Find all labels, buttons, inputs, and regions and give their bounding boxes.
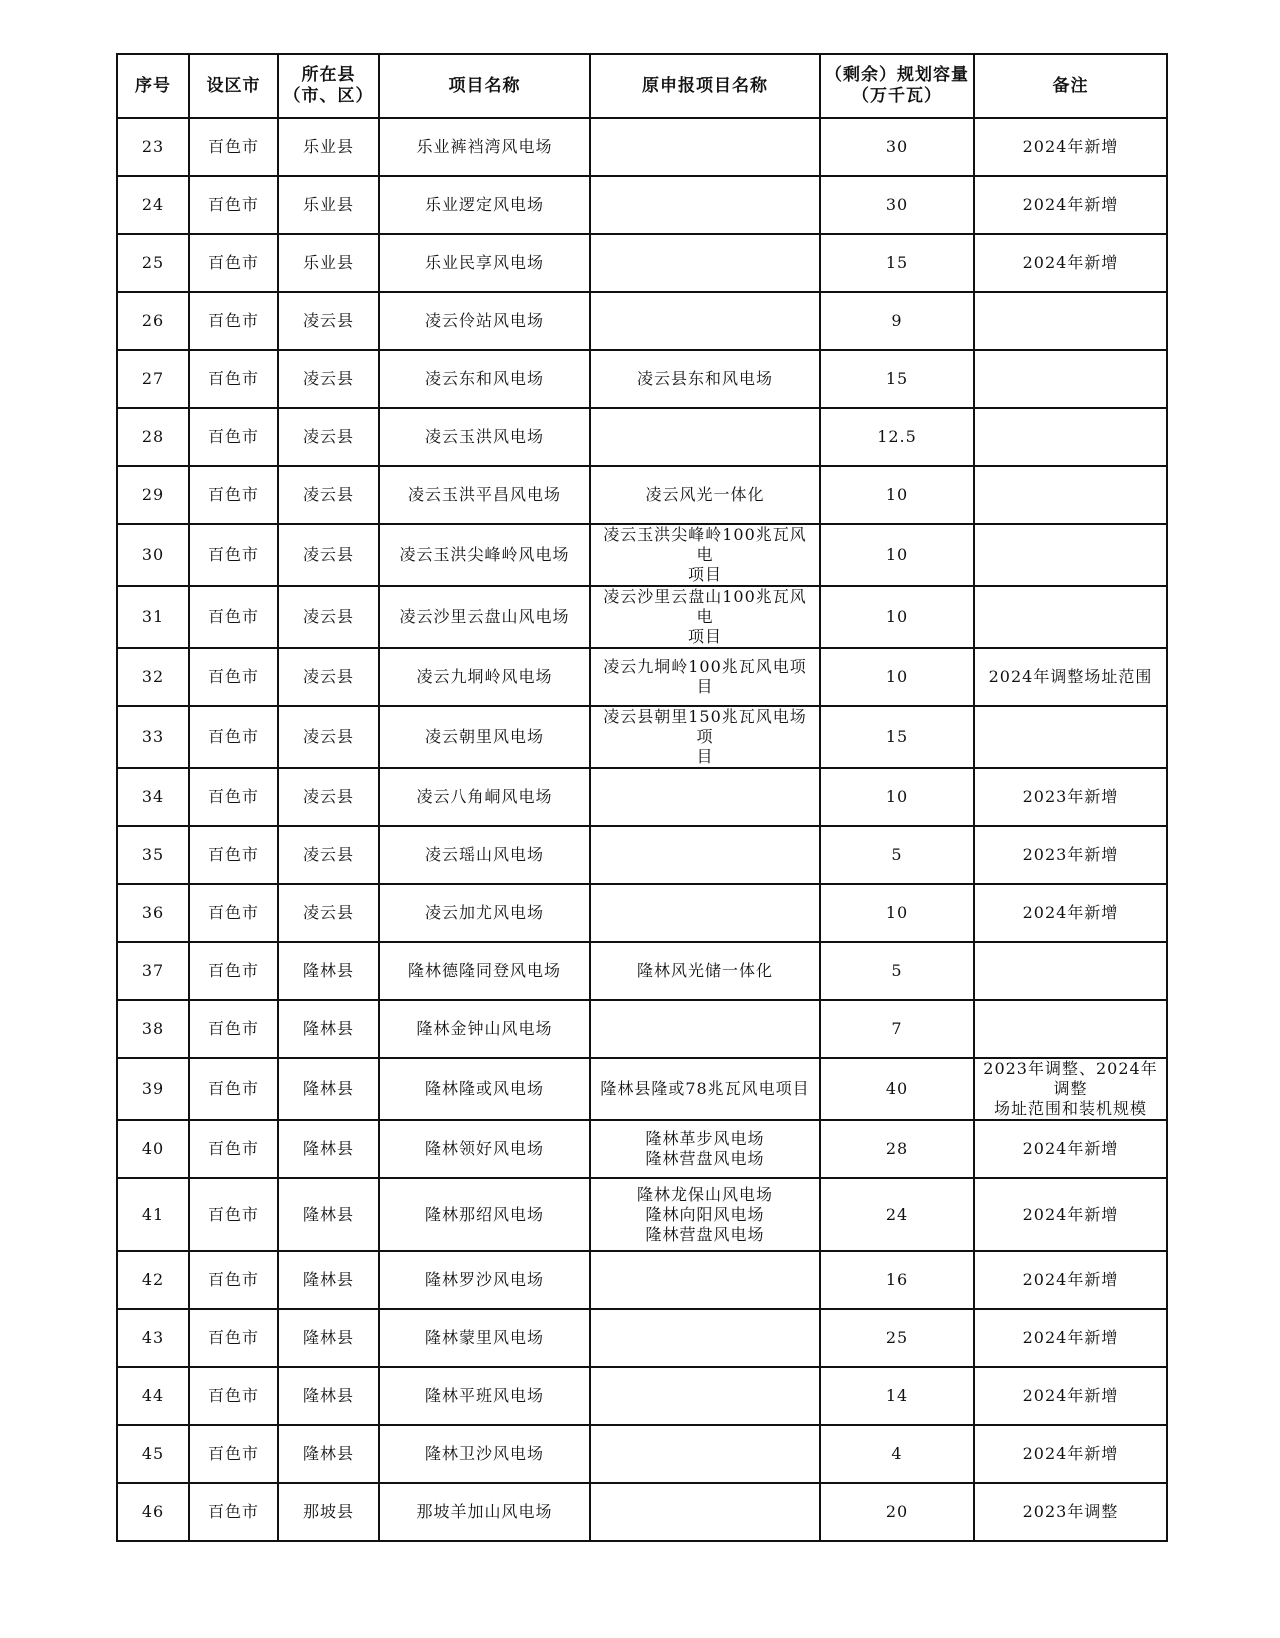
cell-county: 凌云县: [278, 524, 379, 586]
cell-county: 隆林县: [278, 1367, 379, 1425]
project-table-container: [116, 53, 1166, 1542]
cell-project-name: 凌云伶站风电场: [379, 292, 590, 350]
table-row: [117, 1120, 1167, 1178]
cell-city: 百色市: [189, 292, 278, 350]
cell-city: 百色市: [189, 350, 278, 408]
cell-project-name: 隆林罗沙风电场: [379, 1251, 590, 1309]
header-city: 设区市: [189, 54, 278, 118]
cell-note: [974, 292, 1167, 350]
cell-serial-no: 25: [117, 234, 189, 292]
cell-project-name: 隆林德隆同登风电场: [379, 942, 590, 1000]
cell-original-name: [590, 1483, 820, 1541]
cell-note: 2024年新增: [974, 1367, 1167, 1425]
cell-original-name: 凌云县朝里150兆瓦风电场项 目: [590, 706, 820, 768]
cell-serial-no: 36: [117, 884, 189, 942]
cell-note: 2024年新增: [974, 1251, 1167, 1309]
cell-serial-no: 24: [117, 176, 189, 234]
cell-capacity: 30: [820, 118, 974, 176]
cell-original-name: 隆林革步风电场 隆林营盘风电场: [590, 1120, 820, 1178]
cell-city: 百色市: [189, 466, 278, 524]
cell-capacity: 30: [820, 176, 974, 234]
cell-note: [974, 408, 1167, 466]
cell-project-name: 隆林蒙里风电场: [379, 1309, 590, 1367]
table-row: [117, 1425, 1167, 1483]
cell-serial-no: 34: [117, 768, 189, 826]
cell-original-name: 凌云九垌岭100兆瓦风电项目: [590, 648, 820, 706]
table-row: [117, 826, 1167, 884]
cell-project-name: 乐业裤裆湾风电场: [379, 118, 590, 176]
cell-county: 凌云县: [278, 586, 379, 648]
cell-original-name: [590, 826, 820, 884]
table-row: [117, 942, 1167, 1000]
table-row: [117, 118, 1167, 176]
cell-county: 凌云县: [278, 884, 379, 942]
cell-city: 百色市: [189, 648, 278, 706]
cell-capacity: 10: [820, 586, 974, 648]
cell-original-name: 隆林县隆或78兆瓦风电项目: [590, 1058, 820, 1120]
cell-project-name: 隆林那绍风电场: [379, 1178, 590, 1251]
cell-project-name: 乐业逻定风电场: [379, 176, 590, 234]
table-row: [117, 524, 1167, 586]
cell-serial-no: 26: [117, 292, 189, 350]
cell-county: 凌云县: [278, 292, 379, 350]
table-row: [117, 1309, 1167, 1367]
cell-capacity: 4: [820, 1425, 974, 1483]
cell-note: [974, 706, 1167, 768]
header-original-name: 原申报项目名称: [590, 54, 820, 118]
cell-serial-no: 27: [117, 350, 189, 408]
cell-city: 百色市: [189, 524, 278, 586]
cell-county: 乐业县: [278, 176, 379, 234]
cell-note: 2024年新增: [974, 234, 1167, 292]
cell-serial-no: 32: [117, 648, 189, 706]
cell-capacity: 10: [820, 884, 974, 942]
cell-city: 百色市: [189, 176, 278, 234]
cell-county: 乐业县: [278, 234, 379, 292]
cell-city: 百色市: [189, 1425, 278, 1483]
cell-note: 2024年新增: [974, 1309, 1167, 1367]
header-note: 备注: [974, 54, 1167, 118]
cell-original-name: [590, 768, 820, 826]
cell-note: [974, 524, 1167, 586]
table-row: [117, 1483, 1167, 1541]
cell-project-name: 隆林金钟山风电场: [379, 1000, 590, 1058]
cell-serial-no: 38: [117, 1000, 189, 1058]
cell-project-name: 凌云瑶山风电场: [379, 826, 590, 884]
cell-project-name: 那坡羊加山风电场: [379, 1483, 590, 1541]
cell-city: 百色市: [189, 234, 278, 292]
table-header-row: [117, 54, 1167, 118]
cell-serial-no: 37: [117, 942, 189, 1000]
cell-county: 隆林县: [278, 1251, 379, 1309]
cell-city: 百色市: [189, 1251, 278, 1309]
cell-county: 隆林县: [278, 1425, 379, 1483]
cell-original-name: [590, 408, 820, 466]
table-row: [117, 1367, 1167, 1425]
cell-county: 那坡县: [278, 1483, 379, 1541]
cell-city: 百色市: [189, 408, 278, 466]
table-row: [117, 176, 1167, 234]
cell-note: [974, 466, 1167, 524]
table-row: [117, 768, 1167, 826]
cell-capacity: 12.5: [820, 408, 974, 466]
cell-original-name: [590, 884, 820, 942]
cell-serial-no: 45: [117, 1425, 189, 1483]
cell-note: 2024年新增: [974, 118, 1167, 176]
cell-project-name: 凌云加尤风电场: [379, 884, 590, 942]
cell-original-name: [590, 118, 820, 176]
cell-serial-no: 39: [117, 1058, 189, 1120]
header-project-name: 项目名称: [379, 54, 590, 118]
cell-note: 2024年新增: [974, 1178, 1167, 1251]
table-row: [117, 884, 1167, 942]
cell-capacity: 5: [820, 942, 974, 1000]
cell-project-name: 凌云八角峒风电场: [379, 768, 590, 826]
cell-capacity: 10: [820, 524, 974, 586]
cell-project-name: 凌云九垌岭风电场: [379, 648, 590, 706]
cell-note: 2024年调整场址范围: [974, 648, 1167, 706]
cell-serial-no: 41: [117, 1178, 189, 1251]
cell-serial-no: 33: [117, 706, 189, 768]
cell-capacity: 10: [820, 466, 974, 524]
cell-serial-no: 29: [117, 466, 189, 524]
cell-note: 2023年新增: [974, 768, 1167, 826]
cell-serial-no: 31: [117, 586, 189, 648]
cell-capacity: 15: [820, 706, 974, 768]
cell-county: 凌云县: [278, 648, 379, 706]
cell-note: 2023年调整、2024年调整 场址范围和装机规模: [974, 1058, 1167, 1120]
cell-project-name: 隆林领好风电场: [379, 1120, 590, 1178]
cell-note: 2024年新增: [974, 1425, 1167, 1483]
cell-city: 百色市: [189, 826, 278, 884]
cell-city: 百色市: [189, 1367, 278, 1425]
cell-capacity: 20: [820, 1483, 974, 1541]
table-row: [117, 350, 1167, 408]
cell-original-name: 凌云玉洪尖峰岭100兆瓦风电 项目: [590, 524, 820, 586]
cell-capacity: 10: [820, 648, 974, 706]
table-row: [117, 1178, 1167, 1251]
table-row: [117, 292, 1167, 350]
cell-serial-no: 30: [117, 524, 189, 586]
cell-original-name: [590, 1309, 820, 1367]
cell-note: 2023年新增: [974, 826, 1167, 884]
cell-county: 凌云县: [278, 826, 379, 884]
cell-city: 百色市: [189, 586, 278, 648]
cell-note: 2024年新增: [974, 176, 1167, 234]
cell-project-name: 乐业民享风电场: [379, 234, 590, 292]
cell-capacity: 16: [820, 1251, 974, 1309]
cell-serial-no: 43: [117, 1309, 189, 1367]
cell-city: 百色市: [189, 1058, 278, 1120]
cell-original-name: 隆林龙保山风电场 隆林向阳风电场 隆林营盘风电场: [590, 1178, 820, 1251]
cell-county: 凌云县: [278, 768, 379, 826]
table-row: [117, 706, 1167, 768]
cell-county: 凌云县: [278, 706, 379, 768]
cell-project-name: 凌云东和风电场: [379, 350, 590, 408]
cell-serial-no: 46: [117, 1483, 189, 1541]
cell-capacity: 25: [820, 1309, 974, 1367]
table-row: [117, 648, 1167, 706]
cell-county: 隆林县: [278, 1120, 379, 1178]
table-body: [117, 118, 1167, 1541]
cell-project-name: 凌云沙里云盘山风电场: [379, 586, 590, 648]
cell-project-name: 凌云玉洪风电场: [379, 408, 590, 466]
table-row: [117, 1000, 1167, 1058]
cell-capacity: 7: [820, 1000, 974, 1058]
cell-capacity: 28: [820, 1120, 974, 1178]
header-serial-no: 序号: [117, 54, 189, 118]
cell-capacity: 24: [820, 1178, 974, 1251]
cell-city: 百色市: [189, 768, 278, 826]
cell-county: 凌云县: [278, 466, 379, 524]
cell-city: 百色市: [189, 1000, 278, 1058]
cell-note: 2024年新增: [974, 1120, 1167, 1178]
cell-note: [974, 942, 1167, 1000]
cell-county: 凌云县: [278, 350, 379, 408]
cell-original-name: [590, 176, 820, 234]
table-row: [117, 1251, 1167, 1309]
cell-city: 百色市: [189, 942, 278, 1000]
cell-county: 隆林县: [278, 1309, 379, 1367]
cell-serial-no: 40: [117, 1120, 189, 1178]
cell-capacity: 15: [820, 234, 974, 292]
cell-original-name: [590, 234, 820, 292]
cell-serial-no: 28: [117, 408, 189, 466]
cell-original-name: [590, 1425, 820, 1483]
cell-original-name: [590, 1000, 820, 1058]
cell-capacity: 15: [820, 350, 974, 408]
cell-county: 乐业县: [278, 118, 379, 176]
cell-city: 百色市: [189, 1178, 278, 1251]
header-county: 所在县 （市、区）: [278, 54, 379, 118]
cell-project-name: 隆林平班风电场: [379, 1367, 590, 1425]
cell-city: 百色市: [189, 1309, 278, 1367]
cell-original-name: [590, 1251, 820, 1309]
cell-note: 2024年新增: [974, 884, 1167, 942]
cell-city: 百色市: [189, 118, 278, 176]
cell-city: 百色市: [189, 706, 278, 768]
cell-county: 凌云县: [278, 408, 379, 466]
wind-project-table: [116, 53, 1168, 1542]
cell-original-name: 凌云县东和风电场: [590, 350, 820, 408]
table-row: [117, 1058, 1167, 1120]
cell-original-name: [590, 292, 820, 350]
cell-project-name: 隆林卫沙风电场: [379, 1425, 590, 1483]
cell-capacity: 5: [820, 826, 974, 884]
cell-capacity: 40: [820, 1058, 974, 1120]
cell-note: [974, 586, 1167, 648]
cell-city: 百色市: [189, 1483, 278, 1541]
cell-project-name: 凌云玉洪尖峰岭风电场: [379, 524, 590, 586]
header-capacity: （剩余）规划容量 （万千瓦）: [820, 54, 974, 118]
cell-county: 隆林县: [278, 1178, 379, 1251]
cell-county: 隆林县: [278, 1058, 379, 1120]
cell-city: 百色市: [189, 1120, 278, 1178]
cell-city: 百色市: [189, 884, 278, 942]
cell-serial-no: 35: [117, 826, 189, 884]
cell-project-name: 凌云朝里风电场: [379, 706, 590, 768]
cell-note: [974, 1000, 1167, 1058]
cell-original-name: 隆林风光储一体化: [590, 942, 820, 1000]
cell-project-name: 凌云玉洪平昌风电场: [379, 466, 590, 524]
table-row: [117, 466, 1167, 524]
cell-original-name: [590, 1367, 820, 1425]
cell-original-name: 凌云风光一体化: [590, 466, 820, 524]
cell-original-name: 凌云沙里云盘山100兆瓦风电 项目: [590, 586, 820, 648]
cell-note: [974, 350, 1167, 408]
cell-note: 2023年调整: [974, 1483, 1167, 1541]
cell-capacity: 10: [820, 768, 974, 826]
cell-serial-no: 42: [117, 1251, 189, 1309]
table-row: [117, 586, 1167, 648]
cell-project-name: 隆林隆或风电场: [379, 1058, 590, 1120]
cell-county: 隆林县: [278, 942, 379, 1000]
table-row: [117, 234, 1167, 292]
cell-serial-no: 23: [117, 118, 189, 176]
cell-serial-no: 44: [117, 1367, 189, 1425]
cell-county: 隆林县: [278, 1000, 379, 1058]
cell-capacity: 14: [820, 1367, 974, 1425]
table-row: [117, 408, 1167, 466]
cell-capacity: 9: [820, 292, 974, 350]
